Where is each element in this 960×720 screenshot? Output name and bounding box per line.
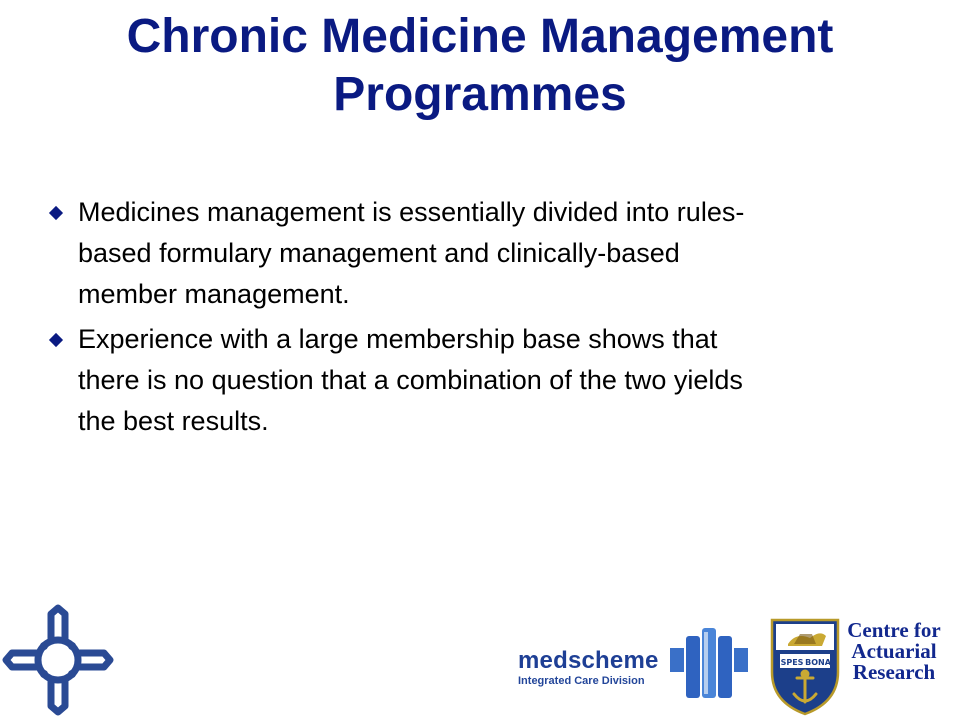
university-crest-icon: [770, 616, 840, 716]
bullet-list: [48, 192, 888, 446]
crest-motto-right: BONA: [805, 658, 831, 667]
slide-title-line-1: Chronic Medicine Management: [126, 10, 834, 63]
medscheme-mark-icon: [668, 624, 750, 700]
bullet-1-line-2: based formulary management and clinically-based: [78, 238, 680, 268]
bullet-2-line-1: Experience with a large membership base shows that: [78, 324, 718, 354]
bullet-2-line-2: there is no question that a combination of the two yields: [78, 365, 743, 395]
bullet-1-line-3: member management.: [78, 279, 350, 309]
diamond-bullet-icon: [49, 206, 63, 220]
medscheme-logo: [518, 648, 658, 688]
slide-title: [0, 8, 960, 124]
medscheme-name: medscheme: [518, 647, 659, 674]
bullet-item-2: [48, 319, 888, 442]
centre-line-2: Actuarial: [851, 639, 937, 663]
cross-ring-logo-icon: [2, 604, 114, 716]
centre-actuarial-research-label: [838, 620, 950, 683]
medscheme-subtitle: Integrated Care Division: [518, 675, 645, 687]
bullet-item-1: [48, 192, 888, 315]
centre-line-1: Centre for: [847, 618, 941, 642]
slide-title-line-2: Programmes: [333, 68, 627, 121]
bullet-2-line-3: the best results.: [78, 406, 269, 436]
centre-line-3: Research: [852, 660, 936, 684]
diamond-bullet-icon: [49, 333, 63, 347]
bullet-1-line-1: Medicines management is essentially divided into rules-: [78, 197, 745, 227]
crest-motto-left: SPES: [780, 658, 804, 667]
